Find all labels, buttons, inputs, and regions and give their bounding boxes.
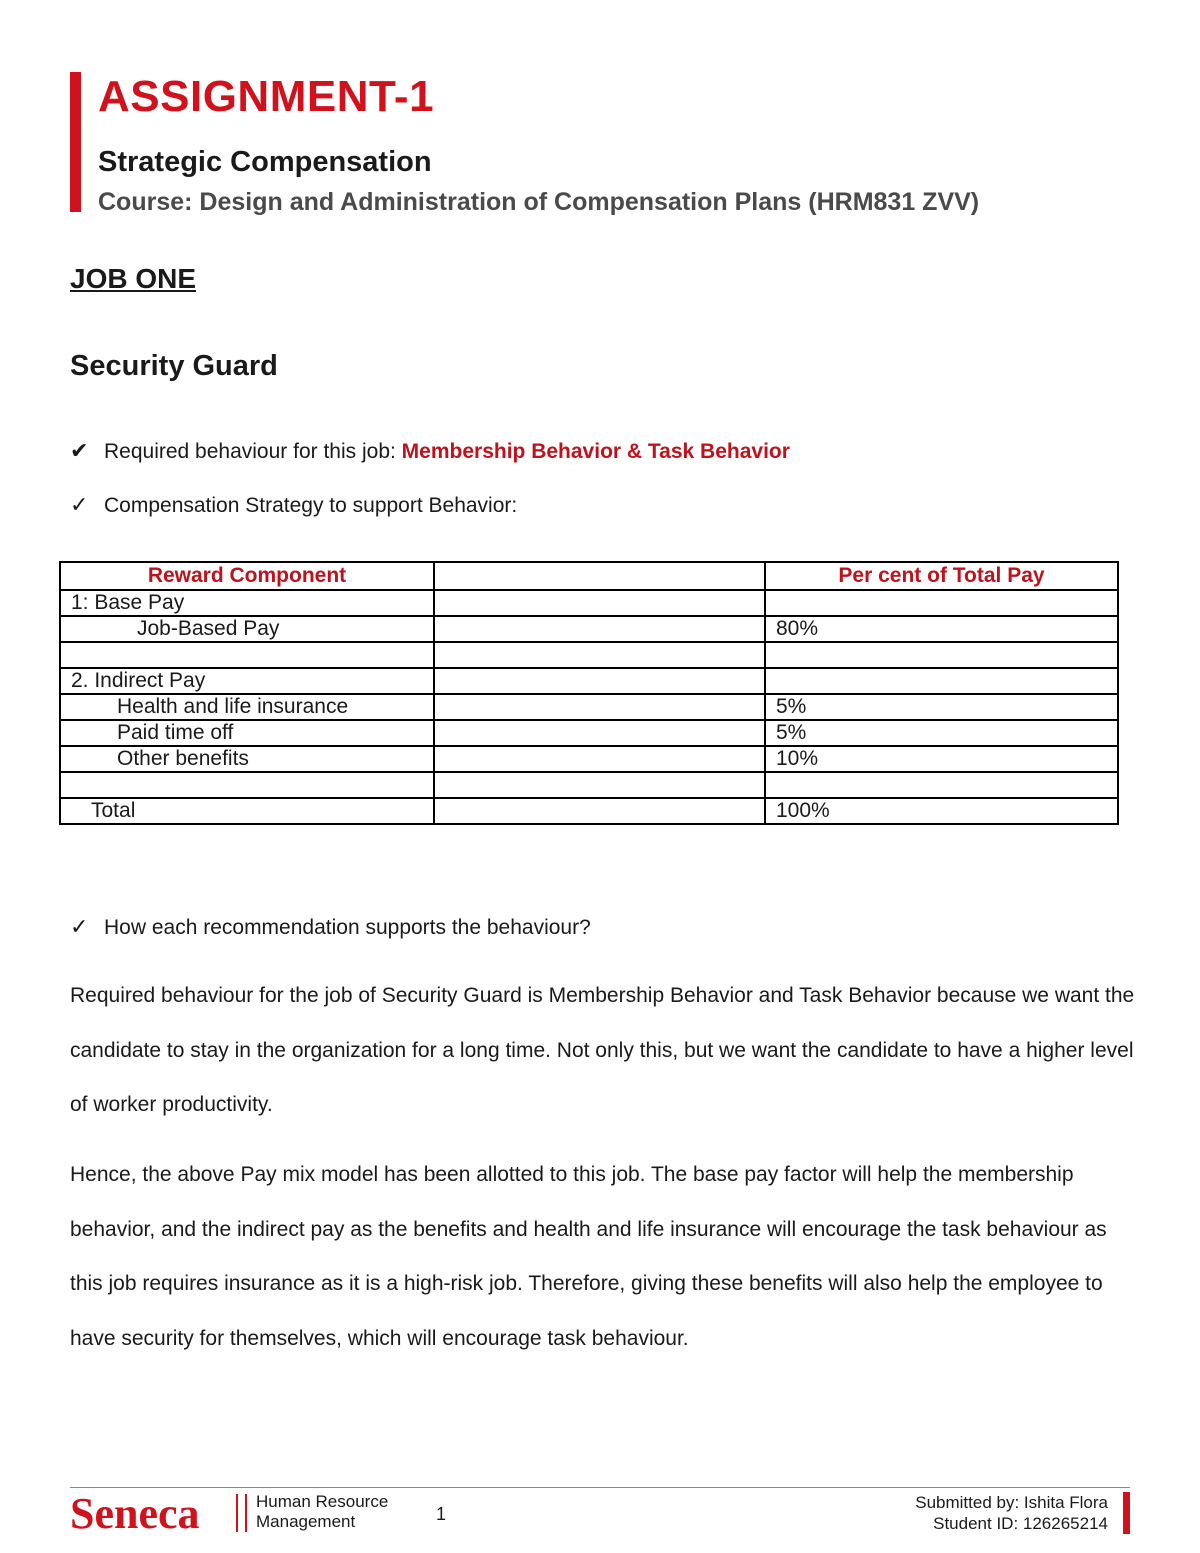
strategy-line (70, 492, 517, 518)
percent-cell (765, 590, 1118, 616)
table-row (60, 668, 1118, 694)
middle-cell (434, 590, 765, 616)
assignment-subtitle: Strategic Compensation (98, 146, 432, 178)
table-row (60, 772, 1118, 798)
job-title: Security Guard (70, 350, 278, 382)
strategy-label: Compensation Strategy to support Behavior: (104, 494, 518, 517)
component-cell: Paid time off (60, 720, 434, 746)
student-id: Student ID: 126265214 (933, 1514, 1108, 1533)
middle-cell (434, 746, 765, 772)
table-row (60, 746, 1118, 772)
component-cell: 2. Indirect Pay (60, 668, 434, 694)
percent-cell: 80% (765, 616, 1118, 642)
middle-cell (434, 642, 765, 668)
table-row (60, 642, 1118, 668)
department-line-1: Human Resource (256, 1492, 389, 1511)
submitted-by: Submitted by: Ishita Flora (915, 1493, 1108, 1512)
percent-cell (765, 772, 1118, 798)
behaviour-line (70, 438, 790, 464)
checkmark-icon: ✓ (70, 914, 89, 939)
page-number: 1 (436, 1504, 447, 1524)
department-line-2: Management (256, 1512, 356, 1531)
seneca-logo: Seneca (70, 1489, 200, 1538)
percent-cell: 10% (765, 746, 1118, 772)
middle-cell (434, 798, 765, 824)
component-cell: Health and life insurance (60, 694, 434, 720)
job-heading: JOB ONE (70, 263, 197, 294)
table-row (60, 590, 1118, 616)
footer-accent-bar (1123, 1492, 1130, 1534)
middle-cell (434, 668, 765, 694)
submission-info (915, 1492, 1108, 1534)
body-paragraph-2: Hence, the above Pay mix model has been allotted to this job. The base pay factor will help the membership behavior, and the indirect pay as the benefits and health and life insurance will encourage the task behaviour as this job requires insurance as it is a high-risk job. Therefore, giving these benefits will also help the employee to have security for themselves, which will encourage task behaviour. (70, 1163, 1107, 1350)
component-cell: Job-Based Pay (60, 616, 434, 642)
checkmark-icon: ✔ (70, 438, 89, 463)
percent-cell: 100% (765, 798, 1118, 824)
component-cell: 1: Base Pay (60, 590, 434, 616)
table-header-cell: Reward Component (60, 562, 434, 590)
table-header-row (60, 562, 1118, 590)
component-cell: Other benefits (60, 746, 434, 772)
table-header-cell (434, 562, 765, 590)
component-cell (60, 772, 434, 798)
logo-separator (236, 1494, 247, 1532)
table-row (60, 694, 1118, 720)
table-row (60, 720, 1118, 746)
footer-divider (70, 1487, 1130, 1488)
percent-cell (765, 642, 1118, 668)
table-header-cell: Per cent of Total Pay (765, 562, 1118, 590)
percent-cell: 5% (765, 694, 1118, 720)
percent-cell (765, 668, 1118, 694)
component-cell (60, 642, 434, 668)
component-cell: Total (60, 798, 434, 824)
question-line (70, 914, 591, 940)
title-accent-bar (70, 72, 81, 212)
table-row (60, 798, 1118, 824)
middle-cell (434, 694, 765, 720)
middle-cell (434, 772, 765, 798)
table-row (60, 616, 1118, 642)
department-name (256, 1492, 388, 1532)
middle-cell (434, 616, 765, 642)
pay-mix-table (59, 561, 1119, 825)
assignment-title: ASSIGNMENT-1 (98, 72, 435, 121)
behaviour-label: Required behaviour for this job: (104, 440, 402, 463)
behaviour-value: Membership Behavior & Task Behavior (401, 440, 790, 463)
course-name: Course: Design and Administration of Compensation Plans (HRM831 ZVV) (98, 188, 980, 216)
middle-cell (434, 720, 765, 746)
body-paragraph-1: Required behaviour for the job of Security Guard is Membership Behavior and Task Behavior because we want the candidate to stay in the organization for a long time. Not only this, but we want the candidate to have a higher level of worker productivity. (70, 984, 1135, 1116)
question-text: How each recommendation supports the behaviour? (104, 916, 591, 939)
checkmark-icon: ✓ (70, 492, 89, 517)
percent-cell: 5% (765, 720, 1118, 746)
